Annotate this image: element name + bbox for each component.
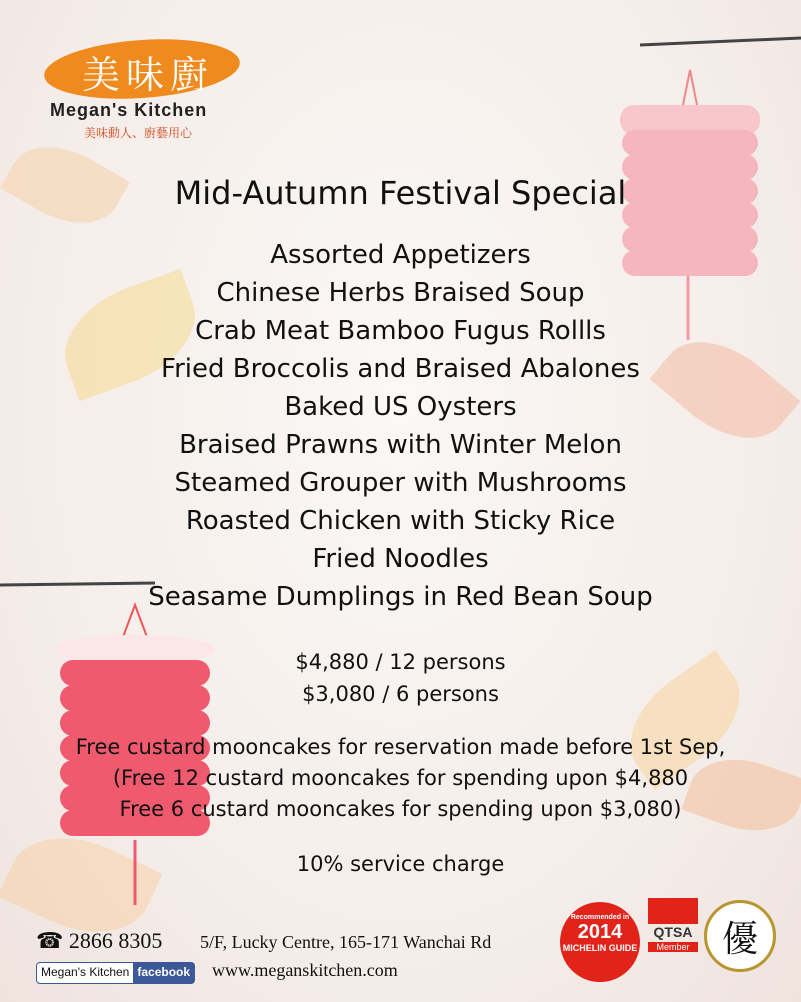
menu-item: Braised Prawns with Winter Melon	[179, 430, 622, 460]
qtsa-label: QTSA	[653, 924, 693, 940]
menu-item: Fried Noodles	[312, 544, 489, 574]
menu-item: Fried Broccolis and Braised Abalones	[161, 354, 640, 384]
menu-item: Baked US Oysters	[284, 392, 517, 422]
website-link[interactable]: www.meganskitchen.com	[212, 960, 398, 980]
menu-item: Crab Meat Bamboo Fugus Rollls	[195, 316, 606, 346]
address: 5/F, Lucky Centre, 165-171 Wanchai Rd	[200, 932, 492, 952]
logo-english-name: Megan's Kitchen	[50, 100, 208, 120]
qtsa-member: Member	[648, 942, 698, 952]
menu-item: Roasted Chicken with Sticky Rice	[185, 506, 616, 536]
promotion-note: (Free 12 custard mooncakes for spending upon $4,880	[112, 766, 689, 790]
menu-item: Seasame Dumplings in Red Bean Soup	[148, 582, 653, 612]
menu-item: Chinese Herbs Braised Soup	[216, 278, 585, 308]
facebook-badge[interactable]	[36, 962, 195, 984]
quality-mark-glyph: 優	[721, 918, 758, 960]
phone-contact[interactable]	[36, 928, 162, 954]
logo-chinese-name: 美味廚	[82, 53, 215, 97]
price-6-persons: $3,080 / 6 persons	[302, 682, 499, 706]
qtsa-badge	[648, 898, 698, 982]
michelin-badge	[560, 902, 640, 982]
service-charge: 10% service charge	[296, 852, 505, 876]
michelin-year: 2014	[577, 921, 623, 943]
facebook-label: facebook	[133, 963, 194, 983]
promotion-notes	[0, 732, 801, 825]
qtsa-skyline-icon	[648, 898, 698, 924]
promotion-note: Free 6 custard mooncakes for spending upon $3,080)	[119, 797, 682, 821]
logo-tagline: 美味動人、廚藝用心	[84, 126, 193, 140]
phone-icon: ☎	[36, 928, 64, 953]
facebook-page-name: Megan's Kitchen	[41, 965, 130, 979]
menu-item: Assorted Appetizers	[270, 240, 531, 270]
promotion-note: Free custard mooncakes for reservation made before 1st Sep,	[75, 735, 726, 759]
michelin-recommended: Recommended in	[570, 914, 630, 921]
menu-item: Steamed Grouper with Mushrooms	[174, 468, 627, 498]
price-12-persons: $4,880 / 12 persons	[295, 650, 506, 674]
page-title: Mid-Autumn Festival Special	[174, 174, 627, 212]
menu-list	[0, 236, 801, 616]
michelin-guide: MICHELIN GUIDE	[562, 943, 638, 953]
quality-tourism-mark	[704, 900, 776, 972]
phone-number: 2866 8305	[68, 928, 163, 953]
